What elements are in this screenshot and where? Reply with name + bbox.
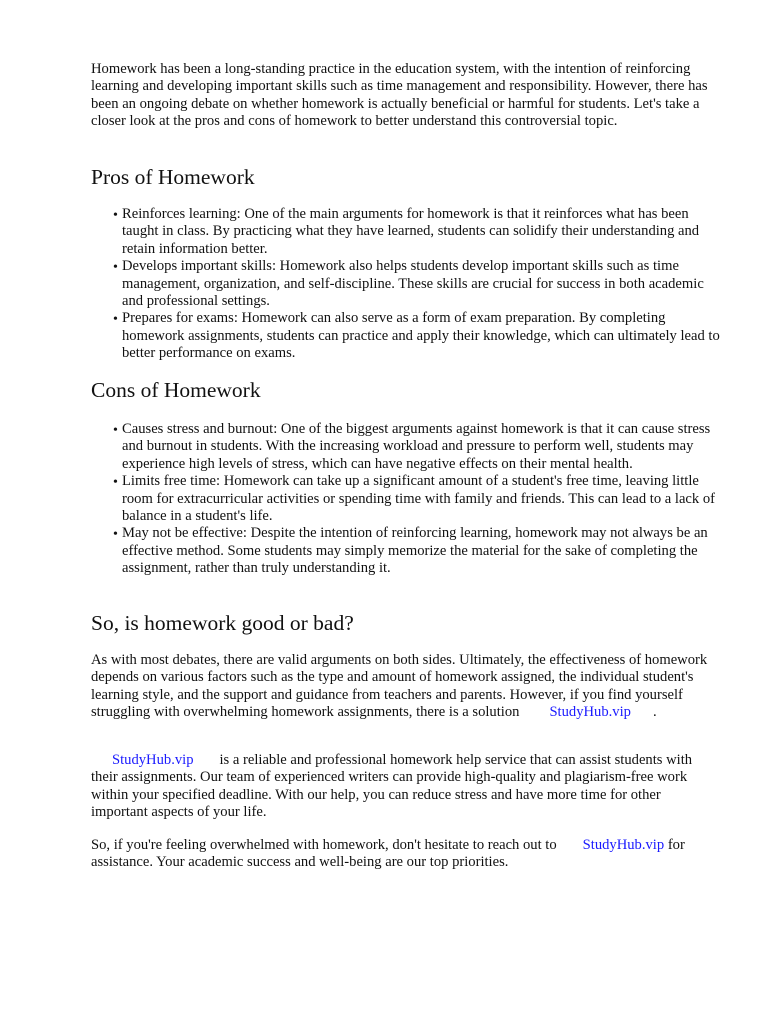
closing-paragraph <box>91 837 721 872</box>
list-item: • Limits free time: Homework can take up a significant amount of a student's free time, leaving little room for extracurricular activities or spending time with family and friends. This can lead to a lack of balance in a student's life. <box>122 473 722 525</box>
list-item: • Causes stress and burnout: One of the biggest arguments against homework is that it can cause stress and burnout in students. With the increasing workload and pressure to perform well, students may experience high levels of stress, which can have negative effects on their mental health. <box>122 421 722 473</box>
list-item: • Reinforces learning: One of the main arguments for homework is that it reinforces what has been taught in class. By practicing what they have learned, students can solidify their understanding and retain information better. <box>122 206 722 258</box>
verdict-text: As with most debates, there are valid arguments on both sides. Ultimately, the effectiveness of homework depends on various factors such as the type and amount of homework assigned, the individual student's learning style, and the support and guidance from teachers and parents. However, if you find yourself struggling with overwhelming homework assignments, there is a solution <box>91 652 708 721</box>
pros-list <box>122 206 722 363</box>
cons-heading: Cons of Homework <box>91 378 261 402</box>
list-item: • Develops important skills: Homework also helps students develop important skills such as time management, organization, and self-discipline. These skills are crucial for success in both academic and professional settings. <box>122 258 722 310</box>
verdict-heading: So, is homework good or bad? <box>91 611 354 635</box>
studyhub-paragraph <box>91 752 721 822</box>
studyhub-link[interactable]: StudyHub.vip <box>582 837 665 853</box>
list-item: • May not be effective: Despite the intention of reinforcing learning, homework may not always be an effective method. Some students may simply memorize the material for the sake of completing the assignment, rather than truly understanding it. <box>122 525 722 577</box>
pros-heading: Pros of Homework <box>91 165 255 189</box>
closing-text-end: for assistance. Your academic success and well-being are our top priorities. <box>91 837 685 871</box>
closing-text-start: So, if you're feeling overwhelmed with homework, don't hesitate to reach out to <box>91 837 557 853</box>
list-item: • Prepares for exams: Homework can also serve as a form of exam preparation. By completing homework assignments, students can practice and apply their knowledge, which can ultimately lead to better performance on exams. <box>122 310 722 362</box>
studyhub-link[interactable]: StudyHub.vip <box>112 752 194 768</box>
period-text: . <box>652 704 657 721</box>
verdict-paragraph <box>91 652 721 722</box>
cons-list <box>122 421 722 578</box>
intro-paragraph: Homework has been a long-standing practice in the education system, with the intention of reinforcing learning and developing important skills such as time management and responsibility. However, there has been an ongoing debate on whether homework is actually beneficial or harmful for students. Let's take a closer look at the pros and cons of homework to better understand this controversial topic. <box>91 61 708 130</box>
studyhub-description: is a reliable and professional homework help service that can assist students with their assignments. Our team of experienced writers can provide high-quality and plagiarism-free work within your specified deadline. With our help, you can reduce stress and have more time for other important aspects of your life. <box>91 752 693 821</box>
studyhub-link[interactable]: StudyHub.vip <box>549 704 631 721</box>
